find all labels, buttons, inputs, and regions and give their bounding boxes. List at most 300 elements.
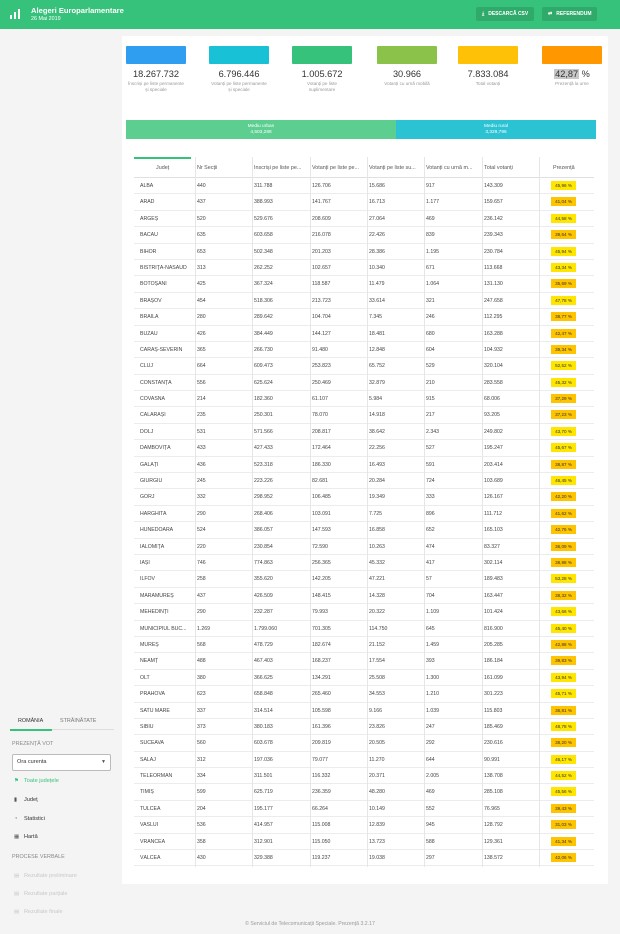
table-row[interactable] bbox=[134, 571, 594, 587]
table-cell: 1.177 bbox=[426, 199, 439, 206]
summary-card-color-bar bbox=[292, 46, 352, 64]
table-row[interactable] bbox=[134, 293, 594, 309]
table-cell: 189.483 bbox=[484, 576, 503, 583]
column-divider bbox=[424, 157, 425, 867]
table-row[interactable] bbox=[134, 703, 594, 719]
table-cell: 527 bbox=[426, 445, 435, 452]
table-row[interactable] bbox=[134, 621, 594, 637]
table-row[interactable] bbox=[134, 686, 594, 702]
table-cell: 311.788 bbox=[254, 183, 273, 189]
table-row[interactable] bbox=[134, 522, 594, 538]
table-cell: 22.256 bbox=[369, 445, 385, 452]
table-cell: 76.965 bbox=[484, 805, 500, 812]
document-icon: ▤ bbox=[14, 873, 20, 879]
table-cell: 312 bbox=[197, 756, 206, 763]
table-cell: 603.658 bbox=[254, 232, 273, 239]
table-cell: 285.108 bbox=[484, 789, 503, 796]
table-cell: 236.142 bbox=[484, 215, 503, 222]
table-cell: 297 bbox=[426, 855, 435, 862]
table-cell: 1.300 bbox=[426, 674, 439, 681]
download-csv-button[interactable]: ⤓ DESCARCĂ CSV bbox=[476, 7, 534, 21]
table-cell: 384.449 bbox=[254, 330, 273, 337]
main-panel bbox=[122, 36, 608, 884]
table-cell: 283.558 bbox=[484, 379, 503, 386]
table-cell: 172.464 bbox=[312, 445, 331, 452]
presence-badge: 46,17 % bbox=[551, 755, 576, 764]
table-cell: 27.064 bbox=[369, 215, 385, 222]
presence-badge: 48,78 % bbox=[551, 722, 576, 731]
table-cell: 366.625 bbox=[254, 674, 273, 681]
summary-card-value: 6.796.446 bbox=[218, 69, 260, 79]
map-icon: ▦ bbox=[14, 834, 20, 840]
table-cell: 82.681 bbox=[312, 478, 328, 485]
county-name: DOLJ bbox=[140, 428, 154, 435]
summary-card-color-bar bbox=[126, 46, 186, 64]
column-header[interactable]: Votanți pe liste pe... bbox=[312, 165, 360, 171]
table-cell: 20.505 bbox=[369, 740, 385, 747]
table-row[interactable] bbox=[134, 801, 594, 817]
table-cell: 437 bbox=[197, 199, 206, 206]
election-date: 26 Mai 2019 bbox=[31, 16, 61, 22]
table-cell: 302.114 bbox=[484, 559, 503, 566]
table-cell: 78.070 bbox=[312, 412, 328, 419]
table-cell: 90.991 bbox=[484, 756, 500, 763]
table-cell: 239.343 bbox=[484, 232, 503, 239]
table-row[interactable] bbox=[134, 473, 594, 489]
summary-card bbox=[124, 46, 188, 102]
table-cell: 426 bbox=[197, 330, 206, 337]
table-cell: 101.424 bbox=[484, 609, 503, 616]
table-cell: 1.195 bbox=[426, 248, 439, 255]
table-cell: 48.280 bbox=[369, 789, 385, 796]
table-cell: 91.480 bbox=[312, 346, 328, 353]
table-cell: 21.152 bbox=[369, 641, 385, 648]
table-cell: 467.403 bbox=[254, 658, 273, 665]
table-row[interactable] bbox=[134, 539, 594, 555]
rural-label: Mediu rural bbox=[484, 124, 508, 129]
table-cell: 653 bbox=[197, 248, 206, 255]
table-cell: 388.993 bbox=[254, 199, 273, 206]
table-cell: 373 bbox=[197, 723, 206, 730]
county-name: SĂLAJ bbox=[140, 756, 156, 763]
table-cell: 247 bbox=[426, 723, 435, 730]
presence-badge: 43,70 % bbox=[551, 427, 576, 436]
tab-abroad[interactable]: STRĂINĂTATE bbox=[60, 718, 97, 724]
table-cell: 201.203 bbox=[312, 248, 331, 255]
county-name: ARGEȘ bbox=[140, 215, 159, 222]
table-row[interactable] bbox=[134, 850, 594, 866]
table-cell: 609.473 bbox=[254, 363, 273, 370]
table-cell: 437 bbox=[197, 592, 206, 599]
table-cell: 129.361 bbox=[484, 838, 503, 845]
table-row[interactable] bbox=[134, 719, 594, 735]
table-cell: 12.839 bbox=[369, 822, 385, 829]
table-cell: 230.616 bbox=[484, 740, 503, 747]
document-icon: ▤ bbox=[14, 909, 20, 915]
table-row[interactable] bbox=[134, 817, 594, 833]
table-row[interactable] bbox=[134, 260, 594, 276]
table-cell: 917 bbox=[426, 183, 435, 189]
column-header[interactable]: Votanți cu urnă m... bbox=[426, 165, 473, 171]
table-cell: 524 bbox=[197, 527, 206, 534]
column-header[interactable]: Înscriși pe liste pe... bbox=[254, 165, 302, 171]
county-name: IALOMIȚA bbox=[140, 543, 165, 550]
table-cell: 603.678 bbox=[254, 740, 273, 747]
county-name: HUNEDOARA bbox=[140, 527, 174, 534]
county-name: COVASNA bbox=[140, 396, 165, 403]
summary-card bbox=[207, 46, 271, 102]
county-name: SATU MARE bbox=[140, 707, 170, 714]
presence-badge: 35,69 % bbox=[551, 279, 576, 288]
table-cell: 57 bbox=[426, 576, 432, 583]
bar-chart-icon: ▮ bbox=[14, 797, 18, 803]
table-cell: 168.237 bbox=[312, 658, 331, 665]
presence-badge: 41,04 % bbox=[551, 197, 576, 206]
table-row[interactable] bbox=[134, 358, 594, 374]
table-row[interactable] bbox=[134, 768, 594, 784]
county-name: VASLUI bbox=[140, 822, 159, 829]
table-cell: 161.396 bbox=[312, 723, 331, 730]
table-cell: 32.879 bbox=[369, 379, 385, 386]
flag-icon: ⚑ bbox=[14, 778, 20, 784]
table-cell: 115.050 bbox=[312, 838, 331, 845]
county-name: BUZĂU bbox=[140, 330, 158, 337]
time-select[interactable] bbox=[12, 754, 111, 771]
table-row[interactable] bbox=[134, 211, 594, 227]
table-cell: 258 bbox=[197, 576, 206, 583]
presence-badge: 45,96 % bbox=[551, 181, 576, 190]
tab-romania[interactable]: ROMÂNIA bbox=[18, 718, 44, 724]
table-row[interactable] bbox=[134, 178, 594, 194]
table-cell: 103.689 bbox=[484, 478, 503, 485]
table-cell: 23.826 bbox=[369, 723, 385, 730]
table-cell: 16.713 bbox=[369, 199, 385, 206]
top-bar bbox=[0, 0, 620, 29]
table-cell: 217 bbox=[426, 412, 435, 419]
table-row[interactable] bbox=[134, 391, 594, 407]
table-cell: 138.572 bbox=[484, 855, 503, 862]
presence-badge: 39,83 % bbox=[551, 656, 576, 665]
sidebar-item-statistics[interactable]: ◔ Statistici bbox=[14, 816, 45, 822]
table-cell: 10.340 bbox=[369, 264, 385, 271]
table-cell: 311.501 bbox=[254, 773, 273, 780]
summary-card-label: Prezență la urne bbox=[555, 81, 589, 86]
presence-badge: 37,23 % bbox=[551, 410, 576, 419]
table-cell: 182.360 bbox=[254, 396, 273, 403]
table-cell: 355.620 bbox=[254, 576, 273, 583]
table-cell: 220 bbox=[197, 543, 206, 550]
table-cell: 1.039 bbox=[426, 707, 439, 714]
presence-badge: 42,20 % bbox=[551, 492, 576, 501]
table-cell: 1.269 bbox=[197, 625, 210, 632]
table-cell: 104.932 bbox=[484, 346, 503, 353]
table-cell: 332 bbox=[197, 494, 206, 501]
bar-chart-icon[interactable] bbox=[10, 9, 22, 19]
sidebar-item-all-counties[interactable]: ⚑ Toate județele bbox=[14, 778, 59, 784]
table-cell: 20.322 bbox=[369, 609, 385, 616]
county-name: BACĂU bbox=[140, 232, 158, 239]
table-cell: 210 bbox=[426, 379, 435, 386]
table-cell: 34.553 bbox=[369, 691, 385, 698]
presence-badge: 37,29 % bbox=[551, 394, 576, 403]
summary-card bbox=[375, 46, 439, 102]
table-cell: 128.792 bbox=[484, 822, 503, 829]
table-cell: 115.008 bbox=[312, 822, 331, 829]
summary-card-value-suffix: % bbox=[579, 69, 590, 79]
urban-value: 4,503,288 bbox=[250, 130, 272, 135]
table-cell: 45.332 bbox=[369, 559, 385, 566]
summary-card-label: Votanți pe liste suplimentare bbox=[307, 81, 337, 92]
table-cell: 1.459 bbox=[426, 641, 439, 648]
table-cell: 16.493 bbox=[369, 461, 385, 468]
table-cell: 113.668 bbox=[484, 264, 503, 271]
presence-badge: 38,98 % bbox=[551, 558, 576, 567]
table-cell: 414.957 bbox=[254, 822, 273, 829]
table-row[interactable] bbox=[134, 588, 594, 604]
table-row[interactable] bbox=[134, 194, 594, 210]
table-cell: 16.858 bbox=[369, 527, 385, 534]
presence-badge: 31,03 % bbox=[551, 820, 576, 829]
table-cell: 235 bbox=[197, 412, 206, 419]
table-cell: 427.433 bbox=[254, 445, 273, 452]
summary-card-value-number: 42,87 bbox=[555, 69, 579, 79]
table-row[interactable] bbox=[134, 276, 594, 292]
presence-badge: 44,52 % bbox=[551, 771, 576, 780]
column-divider bbox=[539, 157, 540, 867]
table-cell: 425 bbox=[197, 281, 206, 288]
table-cell: 358 bbox=[197, 838, 206, 845]
table-row[interactable] bbox=[134, 309, 594, 325]
table-cell: 15.686 bbox=[369, 183, 385, 189]
table-cell: 746 bbox=[197, 559, 206, 566]
column-divider bbox=[482, 157, 483, 867]
table-cell: 230.854 bbox=[254, 543, 273, 550]
table-cell: 290 bbox=[197, 609, 206, 616]
table-cell: 256.365 bbox=[312, 559, 331, 566]
table-row[interactable] bbox=[134, 637, 594, 653]
table-cell: 314.514 bbox=[254, 707, 273, 714]
time-select-value: Ora curenta bbox=[17, 759, 47, 765]
table-row[interactable] bbox=[134, 653, 594, 669]
table-cell: 2.005 bbox=[426, 773, 439, 780]
table-cell: 79.077 bbox=[312, 756, 328, 763]
table-cell: 247.658 bbox=[484, 297, 503, 304]
table-cell: 143.309 bbox=[484, 183, 503, 189]
table-cell: 367.324 bbox=[254, 281, 273, 288]
summary-card-value: 7.833.084 bbox=[467, 69, 509, 79]
table-cell: 159.657 bbox=[484, 199, 503, 206]
table-cell: 83.327 bbox=[484, 543, 500, 550]
summary-card-color-bar bbox=[209, 46, 269, 64]
table-cell: 65.752 bbox=[369, 363, 385, 370]
chevron-down-icon: ▼ bbox=[101, 759, 106, 765]
table-cell: 165.103 bbox=[484, 527, 503, 534]
table-cell: 896 bbox=[426, 510, 435, 517]
county-name: GORJ bbox=[140, 494, 155, 501]
presence-badge: 43,94 % bbox=[551, 673, 576, 682]
table-cell: 13.723 bbox=[369, 838, 385, 845]
table-cell: 625.624 bbox=[254, 379, 273, 386]
table-row[interactable] bbox=[134, 342, 594, 358]
table-cell: 290 bbox=[197, 510, 206, 517]
table-row[interactable] bbox=[134, 735, 594, 751]
table-cell: 105.598 bbox=[312, 707, 331, 714]
table-row[interactable] bbox=[134, 784, 594, 800]
tab-active-indicator bbox=[10, 729, 52, 731]
table-cell: 216.078 bbox=[312, 232, 331, 239]
table-cell: 25.508 bbox=[369, 674, 385, 681]
table-cell: 11.479 bbox=[369, 281, 385, 288]
table-cell: 249.802 bbox=[484, 428, 503, 435]
summary-card-label: Votanți pe liste permanente și speciale bbox=[211, 81, 267, 92]
table-row[interactable] bbox=[134, 489, 594, 505]
county-table bbox=[134, 157, 594, 866]
table-cell: 14.328 bbox=[369, 592, 385, 599]
presence-badge: 43,66 % bbox=[551, 607, 576, 616]
presence-badge: 39,43 % bbox=[551, 804, 576, 813]
column-divider bbox=[310, 157, 311, 867]
table-cell: 7.725 bbox=[369, 510, 382, 517]
table-cell: 213.723 bbox=[312, 297, 331, 304]
table-cell: 9.166 bbox=[369, 707, 382, 714]
county-name: MUNICIPIUL BUC... bbox=[140, 625, 187, 632]
table-cell: 1.109 bbox=[426, 609, 439, 616]
table-cell: 195.247 bbox=[484, 445, 503, 452]
table-cell: 774.863 bbox=[254, 559, 273, 566]
table-cell: 518.306 bbox=[254, 297, 273, 304]
county-name: TIMIȘ bbox=[140, 789, 154, 796]
presence-badge: 36,81 % bbox=[551, 706, 576, 715]
table-cell: 393 bbox=[426, 658, 435, 665]
table-cell: 816.900 bbox=[484, 625, 503, 632]
county-name: BOTOȘANI bbox=[140, 281, 167, 288]
table-cell: 301.223 bbox=[484, 691, 503, 698]
table-cell: 945 bbox=[426, 822, 435, 829]
table-cell: 12.848 bbox=[369, 346, 385, 353]
table-row[interactable] bbox=[134, 375, 594, 391]
table-cell: 111.712 bbox=[484, 510, 502, 517]
table-cell: 430 bbox=[197, 855, 206, 862]
table-row[interactable] bbox=[134, 506, 594, 522]
column-header[interactable]: Total votanți bbox=[484, 165, 513, 171]
referendum-button[interactable]: ⇄ REFERENDUM bbox=[542, 7, 597, 21]
county-name: VRANCEA bbox=[140, 838, 166, 845]
table-cell: 33.614 bbox=[369, 297, 385, 304]
presence-badge: 38,87 % bbox=[551, 460, 576, 469]
county-name: HARGHITA bbox=[140, 510, 167, 517]
table-cell: 147.593 bbox=[312, 527, 331, 534]
county-name: MUREȘ bbox=[140, 641, 159, 648]
column-header[interactable]: Județ bbox=[156, 165, 170, 171]
table-cell: 671 bbox=[426, 264, 435, 271]
table-row[interactable] bbox=[134, 326, 594, 342]
county-name: ILFOV bbox=[140, 576, 155, 583]
table-row[interactable] bbox=[134, 457, 594, 473]
table-row[interactable] bbox=[134, 752, 594, 768]
summary-card-label: Înscriși pe liste permanente și speciale bbox=[128, 81, 184, 92]
table-cell: 839 bbox=[426, 232, 435, 239]
table-cell: 417 bbox=[426, 559, 435, 566]
table-cell: 142.205 bbox=[312, 576, 331, 583]
table-cell: 19.038 bbox=[369, 855, 385, 862]
table-cell: 28.386 bbox=[369, 248, 385, 255]
sidebar-item-final-results: ▤ Rezultate finale bbox=[14, 909, 63, 915]
urban-bar bbox=[126, 120, 396, 139]
table-row[interactable] bbox=[134, 604, 594, 620]
table-row[interactable] bbox=[134, 440, 594, 456]
table-cell: 380 bbox=[197, 674, 206, 681]
column-header[interactable]: Votanți pe liste su... bbox=[369, 165, 416, 171]
table-cell: 163.288 bbox=[484, 330, 503, 337]
presence-badge: 41,34 % bbox=[551, 837, 576, 846]
table-cell: 531 bbox=[197, 428, 206, 435]
presence-badge: 38,20 % bbox=[551, 738, 576, 747]
table-cell: 7.345 bbox=[369, 314, 382, 321]
presence-badge: 52,52 % bbox=[551, 361, 576, 370]
table-cell: 312.901 bbox=[254, 838, 273, 845]
table-cell: 478.729 bbox=[254, 641, 273, 648]
footer: © Serviciul de Telecomunicații Speciale. Prezență 3.2.17 bbox=[245, 921, 375, 927]
table-cell: 11.270 bbox=[369, 756, 385, 763]
presence-badge: 36,09 % bbox=[551, 542, 576, 551]
table-cell: 19.349 bbox=[369, 494, 385, 501]
table-cell: 333 bbox=[426, 494, 435, 501]
table-cell: 265.460 bbox=[312, 691, 331, 698]
county-name: GALAȚI bbox=[140, 461, 159, 468]
table-row[interactable] bbox=[134, 424, 594, 440]
table-cell: 658.848 bbox=[254, 691, 273, 698]
table-cell: 386.057 bbox=[254, 527, 273, 534]
table-cell: 1.799.060 bbox=[254, 625, 278, 632]
column-header[interactable]: Nr Secții bbox=[197, 165, 218, 171]
presence-badge: 46,45 % bbox=[551, 476, 576, 485]
table-header bbox=[134, 157, 594, 178]
sidebar-item-map[interactable]: ▦ Hartă bbox=[14, 834, 38, 840]
table-cell: 280 bbox=[197, 314, 206, 321]
table-cell: 433 bbox=[197, 445, 206, 452]
table-cell: 365 bbox=[197, 346, 206, 353]
presence-badge: 45,56 % bbox=[551, 787, 576, 796]
table-cell: 664 bbox=[197, 363, 206, 370]
presence-badge: 39,64 % bbox=[551, 230, 576, 239]
county-name: SUCEAVA bbox=[140, 740, 165, 747]
county-name: TELEORMAN bbox=[140, 773, 173, 780]
county-name: SIBIU bbox=[140, 723, 154, 730]
table-cell: 197.036 bbox=[254, 756, 273, 763]
table-row[interactable] bbox=[134, 555, 594, 571]
table-cell: 10.263 bbox=[369, 543, 385, 550]
table-row[interactable] bbox=[134, 244, 594, 260]
county-name: BISTRIȚA-NĂSĂUD bbox=[140, 264, 187, 271]
column-header[interactable]: Prezență bbox=[553, 165, 575, 171]
table-cell: 426.509 bbox=[254, 592, 273, 599]
table-cell: 250.469 bbox=[312, 379, 331, 386]
presence-badge: 43,34 % bbox=[551, 263, 576, 272]
table-cell: 571.566 bbox=[254, 428, 273, 435]
table-cell: 568 bbox=[197, 641, 206, 648]
table-cell: 334 bbox=[197, 773, 206, 780]
table-row[interactable] bbox=[134, 670, 594, 686]
presence-badge: 45,40 % bbox=[551, 624, 576, 633]
table-row[interactable] bbox=[134, 834, 594, 850]
summary-card-value: 18.267.732 bbox=[133, 69, 179, 79]
sidebar-item-county[interactable]: ▮ Județ bbox=[14, 797, 38, 803]
swap-icon: ⇄ bbox=[548, 11, 553, 17]
document-icon: ▤ bbox=[14, 891, 20, 897]
table-row[interactable] bbox=[134, 227, 594, 243]
table-row[interactable] bbox=[134, 407, 594, 423]
presence-badge: 45,71 % bbox=[551, 689, 576, 698]
